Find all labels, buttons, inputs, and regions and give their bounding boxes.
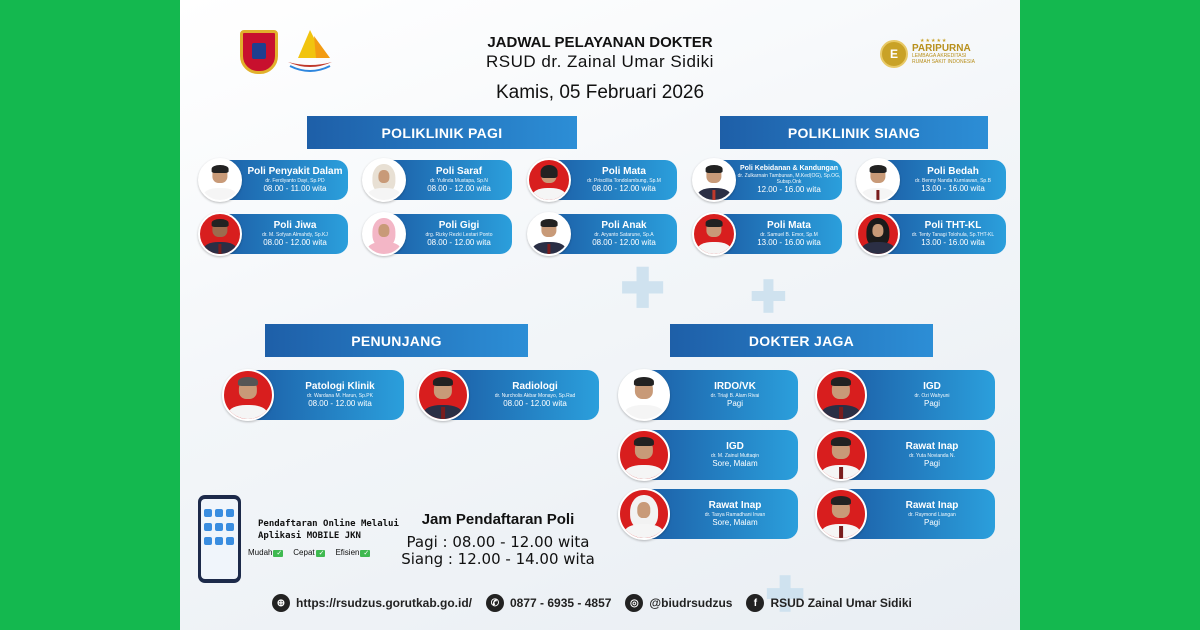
instagram-icon: ◎	[625, 594, 643, 612]
schedule-card	[362, 160, 512, 200]
accreditation-sub2: RUMAH SAKIT INDONESIA	[912, 58, 975, 65]
doctor-photo	[618, 429, 670, 481]
service-time: 08.00 - 12.00 wita	[592, 237, 656, 247]
service-time: 13.00 - 16.00 wita	[757, 237, 821, 247]
poli-name: Poli Mata	[602, 166, 646, 178]
online-registration-line2: Aplikasi MOBILE JKN	[258, 531, 361, 542]
contact-footer	[272, 594, 912, 612]
phone-contact[interactable]	[486, 594, 611, 612]
hospital-name: RSUD dr. Zainal Umar Sidiki	[486, 52, 714, 71]
service-time: 08.00 - 12.00 wita	[427, 183, 491, 193]
doctor-photo	[198, 212, 242, 256]
plus-decoration: ✚	[765, 569, 806, 622]
service-time: 08.00 - 11.00 wita	[263, 183, 327, 193]
schedule-card	[222, 370, 404, 420]
accreditation-badge	[880, 40, 975, 68]
duty-unit: IGD	[726, 441, 744, 453]
tag-efisien: Efisien ✓	[335, 548, 370, 557]
accreditation-sub: LEMBAGA AKREDITASI	[912, 53, 967, 59]
duty-card	[618, 430, 798, 480]
service-time: 13.00 - 16.00 wita	[921, 183, 985, 193]
website-link[interactable]	[272, 594, 472, 612]
section-poliklinik-siang: POLIKLINIK SIANG	[720, 116, 988, 149]
doctor-photo	[856, 212, 900, 256]
schedule-card	[198, 214, 348, 254]
doctor-photo	[618, 369, 670, 421]
instagram-handle[interactable]: @biudrsudzus	[649, 596, 733, 610]
service-time: 08.00 - 12.00 wita	[308, 398, 372, 408]
doctor-photo	[222, 369, 274, 421]
poli-name: Poli Saraf	[435, 166, 483, 178]
registration-hours-siang: Siang : 12.00 - 14.00 wita	[401, 550, 595, 568]
section-penunjang: PENUNJANG	[265, 324, 528, 357]
duty-shift: Pagi	[726, 398, 743, 408]
online-registration-line1: Pendaftaran Online Melalui	[258, 519, 399, 529]
poli-name: Poli Gigi	[438, 220, 480, 232]
doctor-photo	[815, 488, 867, 540]
doctor-photo	[856, 158, 900, 202]
duty-card	[618, 370, 798, 420]
doctor-name: dr. Triaji B. Alam Rivai	[710, 392, 760, 399]
poli-name: Poli THT-KL	[924, 220, 982, 232]
registration-hours-pagi: Pagi : 08.00 - 12.00 wita	[406, 533, 590, 551]
facebook-icon: f	[746, 594, 764, 612]
section-dokter-jaga: DOKTER JAGA	[670, 324, 933, 357]
poli-name: Poli Penyakit Dalam	[247, 166, 343, 178]
schedule-card	[692, 160, 842, 200]
facebook-page[interactable]: RSUD Zainal Umar Sidiki	[770, 596, 912, 610]
mobile-jkn-phone-icon	[198, 495, 241, 583]
doctor-name: dr. Nurcholis Akbar Monayo, Sp.Rad	[494, 392, 576, 399]
doctor-name: dr. Ozi Wahyuni	[914, 392, 950, 399]
duty-card	[815, 370, 995, 420]
duty-shift: Sore, Malam	[712, 458, 758, 468]
doctor-name: drg. Rizky Rezki Lestari Ponto	[425, 231, 493, 238]
doctor-name: dr. M. Zainul Muttaqin	[710, 452, 760, 459]
doctor-photo	[362, 212, 406, 256]
poli-name: Poli Mata	[767, 220, 811, 232]
poli-name: Poli Kebidanan & Kandungan	[739, 165, 838, 173]
online-registration-info	[258, 518, 399, 542]
service-time: 12.00 - 16.00 wita	[757, 185, 821, 195]
doctor-name: dr. Ferdiyanto Dayi, Sp.PD	[265, 177, 325, 184]
doctor-name: dr. Samuel B. Emor, Sp.M	[760, 231, 818, 238]
doctor-name: dr. Zulkarnain Tambunan, M.Ked(OG), Sp.OG, Subsp.Onk	[737, 173, 841, 186]
plus-decoration: ✚	[620, 259, 666, 319]
duty-unit: Rawat Inap	[905, 441, 959, 453]
schedule-card	[527, 160, 677, 200]
facebook-link[interactable]	[746, 594, 911, 612]
duty-card	[618, 489, 798, 539]
schedule-card	[527, 214, 677, 254]
doctor-name: dr. Benny Nanda Kurniawan, Sp.B	[915, 177, 991, 184]
doctor-name: dr. Yulinda Mustapa, Sp.N	[430, 177, 488, 184]
duty-unit: IGD	[923, 381, 941, 393]
duty-shift: Pagi	[923, 458, 940, 468]
registration-tags	[248, 548, 370, 557]
globe-icon: ⊕	[272, 594, 290, 612]
doctor-photo	[815, 429, 867, 481]
doctor-photo	[618, 488, 670, 540]
accreditation-seal-icon: E	[880, 40, 908, 68]
doctor-name: dr. Tenty Tanagi Tolohula, Sp.THT-KL	[911, 231, 995, 238]
doctor-photo	[527, 158, 571, 202]
doctor-name: dr. Priscillia Tondolambung, Sp.M	[587, 177, 661, 184]
poli-name: Poli Jiwa	[273, 220, 317, 232]
doctor-photo	[417, 369, 469, 421]
doctor-photo	[362, 158, 406, 202]
duty-shift: Pagi	[923, 398, 940, 408]
instagram-link[interactable]	[625, 594, 732, 612]
doctor-photo	[815, 369, 867, 421]
duty-card	[815, 489, 995, 539]
schedule-card	[856, 160, 1006, 200]
schedule-card	[417, 370, 599, 420]
website-url[interactable]: https://rsudzus.gorutkab.go.id/	[296, 596, 472, 610]
poster-title: JADWAL PELAYANAN DOKTER	[487, 34, 713, 51]
stars-icon: ★★★★★	[920, 38, 948, 44]
schedule-poster	[180, 0, 1020, 630]
poli-name: Patologi Klinik	[305, 381, 375, 393]
accreditation-label: PARIPURNA	[912, 43, 971, 54]
poli-name: Radiologi	[512, 381, 558, 393]
plus-decoration: ✚	[750, 273, 787, 322]
tag-cepat: Cepat ✓	[293, 548, 325, 557]
schedule-date: Kamis, 05 Februari 2026	[495, 82, 705, 103]
doctor-photo	[692, 158, 736, 202]
service-time: 08.00 - 12.00 wita	[503, 398, 567, 408]
doctor-photo	[198, 158, 242, 202]
doctor-photo	[692, 212, 736, 256]
schedule-card	[692, 214, 842, 254]
duty-unit: Rawat Inap	[905, 500, 959, 512]
duty-card	[815, 430, 995, 480]
poli-name: Poli Bedah	[927, 166, 979, 178]
doctor-name: dr. Aryanto Satarune, Sp.A	[594, 231, 654, 238]
poli-name: Poli Anak	[601, 220, 647, 232]
service-time: 08.00 - 12.00 wita	[427, 237, 491, 247]
service-time: 13.00 - 16.00 wita	[921, 237, 985, 247]
doctor-name: dr. M. Sofyan Almahdy, Sp.KJ	[262, 231, 328, 238]
doctor-photo	[527, 212, 571, 256]
section-poliklinik-pagi: POLIKLINIK PAGI	[307, 116, 577, 149]
schedule-card	[198, 160, 348, 200]
doctor-name: dr. Raymond Liangan	[908, 511, 956, 518]
duty-unit: Rawat Inap	[708, 500, 762, 512]
doctor-name: dr. Tasya Ramadhani Irwan	[704, 511, 766, 518]
doctor-name: dr. Wardana M. Harun, Sp.PK	[307, 392, 373, 399]
phone-number[interactable]: 0877 - 6935 - 4857	[510, 596, 612, 610]
duty-shift: Sore, Malam	[712, 517, 758, 527]
doctor-name: dr. Yuta Novianda N.	[909, 452, 955, 459]
registration-hours-title: Jam Pendaftaran Poli	[421, 511, 575, 528]
schedule-card	[362, 214, 512, 254]
service-time: 08.00 - 12.00 wita	[592, 183, 656, 193]
service-time: 08.00 - 12.00 wita	[263, 237, 327, 247]
schedule-card	[856, 214, 1006, 254]
duty-unit: IRDO/VK	[714, 381, 756, 393]
duty-shift: Pagi	[923, 517, 940, 527]
phone-icon: ✆	[486, 594, 504, 612]
tag-mudah: Mudah ✓	[248, 548, 283, 557]
